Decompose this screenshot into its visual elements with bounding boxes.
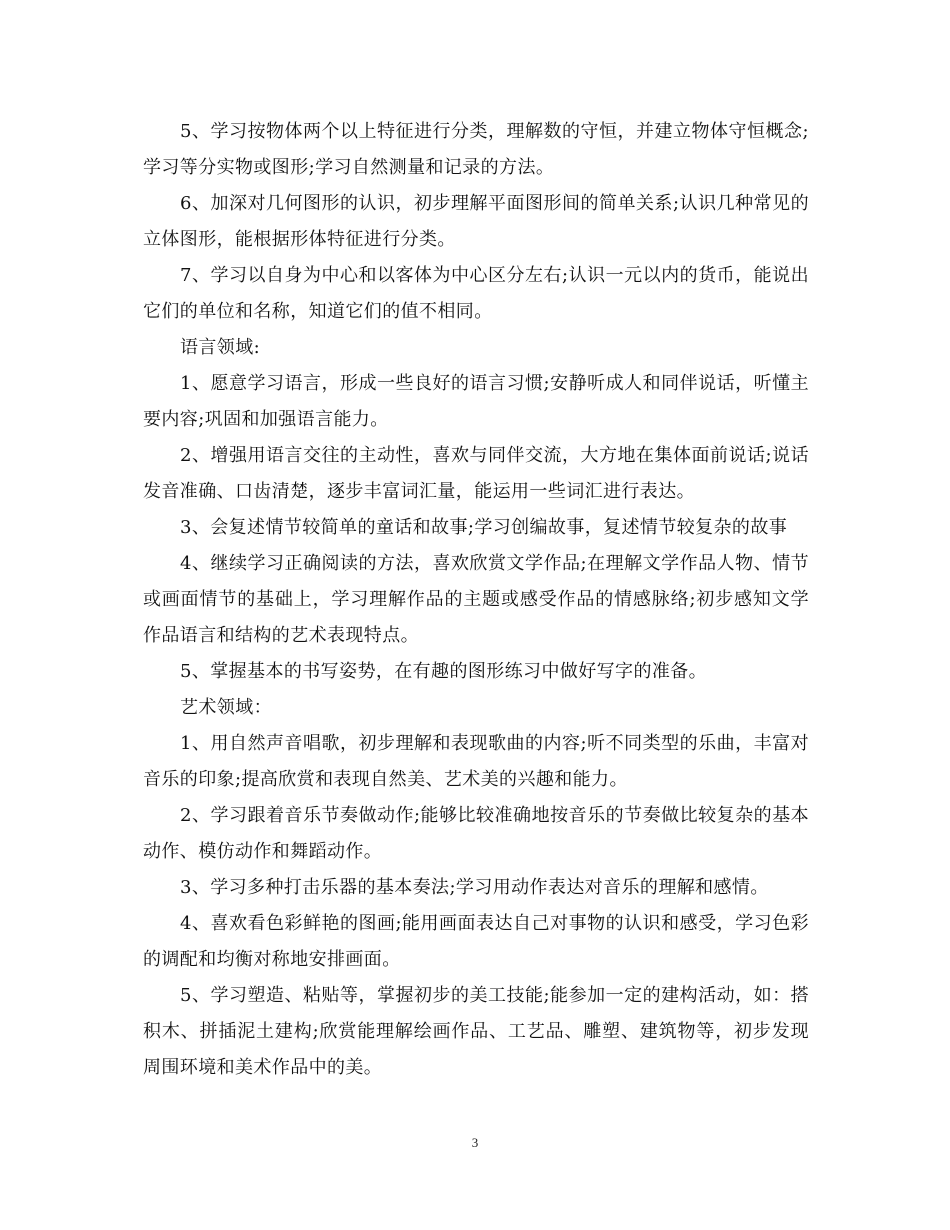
paragraph-language-5: 5、掌握基本的书写姿势，在有趣的图形练习中做好写字的准备。 (180, 661, 708, 682)
paragraph-math-5: 5、学习按物体两个以上特征进行分类，理解数的守恒，并建立物体守恒概念;学习等分实物或图形;学习自然测量和记录的方法。 (143, 121, 809, 178)
paragraph-art-5: 5、学习塑造、粘贴等，掌握初步的美工技能;能参加一定的建构活动，如：搭积木、拼插泥土建构;欣赏能理解绘画作品、工艺品、雕塑、建筑物等，初步发现周围环境和美术作品中的美。 (143, 985, 809, 1078)
paragraph-math-6: 6、加深对几何图形的认识，初步理解平面图形间的简单关系;认识几种常见的立体图形，能根据形体特征进行分类。 (143, 193, 809, 250)
section-heading-art: 艺术领域： (180, 697, 272, 718)
paragraph-art-3: 3、学习多种打击乐器的基本奏法;学习用动作表达对音乐的理解和感情。 (180, 877, 769, 898)
paragraph-art-1: 1、用自然声音唱歌，初步理解和表现歌曲的内容;听不同类型的乐曲，丰富对音乐的印象;提高欣赏和表现自然美、艺术美的兴趣和能力。 (143, 733, 809, 790)
section-heading-language: 语言领域: (180, 337, 261, 358)
paragraph-art-4: 4、喜欢看色彩鲜艳的图画;能用画面表达自己对事物的认识和感受，学习色彩的调配和均衡对称地安排画面。 (143, 913, 809, 970)
page-number: 3 (471, 1135, 479, 1150)
paragraph-art-2: 2、学习跟着音乐节奏做动作;能够比较准确地按音乐的节奏做比较复杂的基本动作、模仿动作和舞蹈动作。 (143, 805, 809, 862)
paragraph-language-3: 3、会复述情节较简单的童话和故事;学习创编故事，复述情节较复杂的故事 (180, 517, 788, 538)
document-body (143, 114, 809, 1086)
paragraph-language-4: 4、继续学习正确阅读的方法，喜欢欣赏文学作品;在理解文学作品人物、情节或画面情节的基础上，学习理解作品的主题或感受作品的情感脉络;初步感知文学作品语言和结构的艺术表现特点。 (143, 553, 809, 646)
paragraph-language-2: 2、增强用语言交往的主动性，喜欢与同伴交流，大方地在集体面前说话;说话发音准确、口齿清楚，逐步丰富词汇量，能运用一些词汇进行表达。 (143, 445, 809, 502)
paragraph-language-1: 1、愿意学习语言，形成一些良好的语言习惯;安静听成人和同伴说话，听懂主要内容;巩固和加强语言能力。 (143, 373, 809, 430)
paragraph-math-7: 7、学习以自身为中心和以客体为中心区分左右;认识一元以内的货币，能说出它们的单位和名称，知道它们的值不相同。 (143, 265, 809, 322)
